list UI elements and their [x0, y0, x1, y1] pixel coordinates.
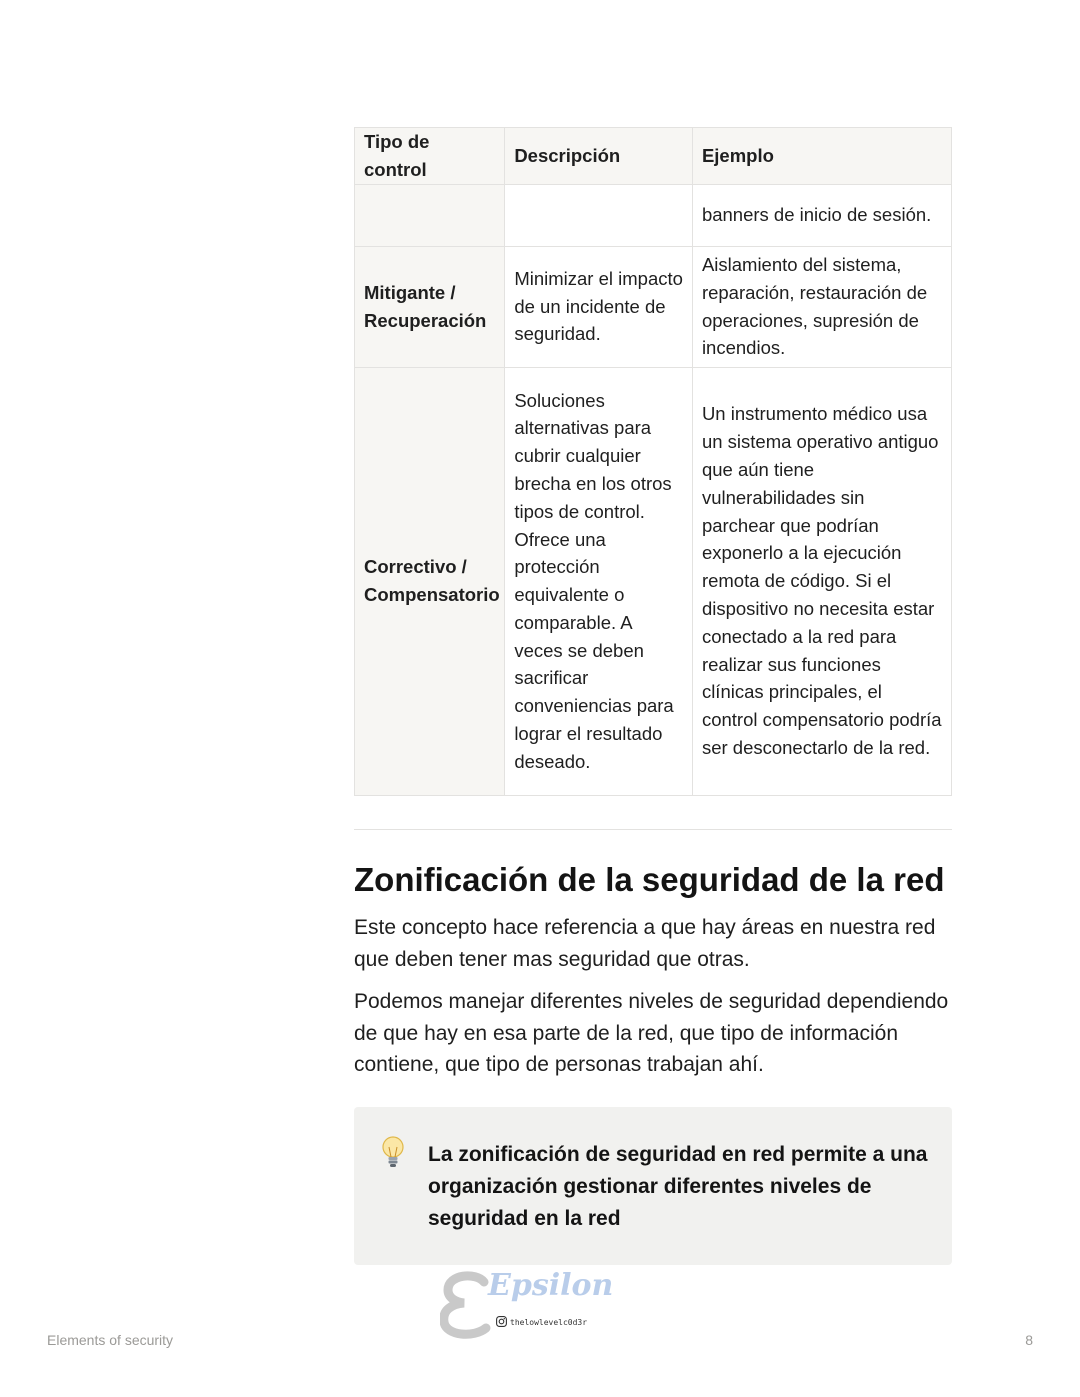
watermark-handle: thelowlevelc0d3r	[510, 1318, 588, 1327]
header-example: Ejemplo	[692, 128, 951, 185]
cell-description: Minimizar el impacto de un incidente de seguridad.	[505, 246, 693, 367]
callout-text: La zonificación de seguridad en red permite a una organización gestionar diferentes niveles de seguridad en la red	[428, 1143, 928, 1230]
watermark-brand: Epsilon	[488, 1268, 614, 1303]
lightbulb-icon	[380, 1135, 406, 1171]
section-heading: Zonificación de la seguridad de la red	[354, 861, 945, 898]
footer-title: Elements of security	[47, 1332, 174, 1348]
instagram-icon	[496, 1316, 507, 1327]
cell-type	[355, 184, 505, 246]
cell-type: Correctivo / Compensatorio	[355, 367, 505, 795]
cell-example: Un instrumento médico usa un sistema operativo antiguo que aún tiene vulnerabilidades sin parchear que podrían exponerlo a la ejecución remota de código. Si el dispositivo no necesita estar conectado a la red para realizar sus funciones clínicas principales, el control compensatorio podría ser desconectarlo de la red.	[692, 367, 951, 795]
callout	[354, 1107, 952, 1265]
paragraph: Podemos manejar diferentes niveles de seguridad dependiendo de que hay en esa parte de la red, que tipo de información contiene, que tipo de personas trabajan ahí.	[354, 990, 949, 1077]
page-number: 8	[1025, 1332, 1033, 1348]
header-type: Tipo de control	[355, 128, 505, 185]
cell-example: banners de inicio de sesión.	[692, 184, 951, 246]
watermark-logo	[440, 1268, 614, 1340]
table-row	[355, 367, 952, 795]
table-row	[355, 184, 952, 246]
header-description: Descripción	[505, 128, 693, 185]
section-divider	[354, 829, 952, 830]
table-row	[355, 246, 952, 367]
cell-example: Aislamiento del sistema, reparación, restauración de operaciones, supresión de incendios.	[692, 246, 951, 367]
table-header-row	[355, 128, 952, 185]
cell-description	[505, 184, 693, 246]
controls-table	[354, 127, 952, 796]
paragraph: Este concepto hace referencia a que hay áreas en nuestra red que deben tener mas seguridad que otras.	[354, 916, 936, 971]
cell-type: Mitigante / Recuperación	[355, 246, 505, 367]
cell-description: Soluciones alternativas para cubrir cualquier brecha en los otros tipos de control. Ofrece una protección equivalente o comparable. A veces se deben sacrificar conveniencias para lograr el resultado deseado.	[505, 367, 693, 795]
